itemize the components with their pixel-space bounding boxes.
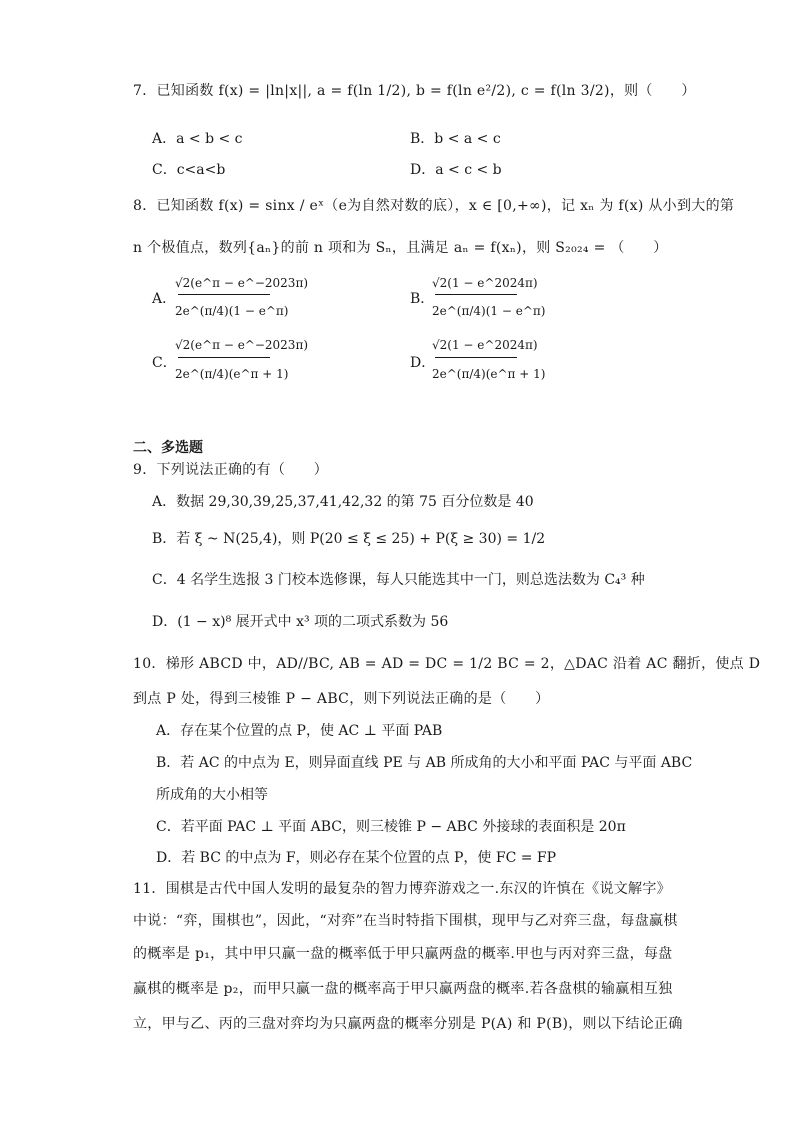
q8-stem-line1: 8．已知函数 f(x) = sinx / eˣ（e为自然对数的底），x ∈ [0,+∞)，记 xₙ 为 f(x) 从小到大的第 — [133, 198, 735, 214]
q8-option-b-denominator: 2e^(π/4)(1 − e^π) — [432, 304, 546, 318]
q8-option-a-label: A． — [152, 291, 177, 307]
q10-stem-line2: 到点 P 处，得到三棱锥 P − ABC，则下列说法正确的是（ ） — [133, 691, 550, 707]
q8-option-c-label: C． — [152, 355, 177, 371]
q11-line-2: 中说：“弈，围棋也”，因此，“对弈”在当时特指下围棋，现甲与乙对弈三盘，每盘赢棋 — [133, 913, 678, 929]
q7-option-a: A．a < b < c — [152, 131, 243, 147]
q7-stem: 7．已知函数 f(x) = |ln|x||, a = f(ln 1/2), b = f(ln e²/2), c = f(ln 3/2)，则（ ） — [133, 83, 696, 99]
q9-option-d: D．(1 − x)⁸ 展开式中 x³ 项的二项式系数为 56 — [152, 614, 449, 630]
q7-option-d: D．a < c < b — [410, 162, 502, 178]
q10-option-d: D．若 BC 的中点为 F，则必存在某个位置的点 P，使 FC = FP — [156, 850, 557, 866]
q8-option-b-label: B． — [410, 291, 435, 307]
q8-option-c-denominator: 2e^(π/4)(e^π + 1) — [175, 367, 289, 381]
q8-option-a-numerator: √2(e^π − e^−2023π) — [175, 276, 309, 290]
q8-option-b-numerator: √2(1 − e^2024π) — [432, 276, 538, 290]
q11-line-5: 立，甲与乙、丙的三盘对弈均为只赢两盘的概率分别是 P(A) 和 P(B)，则以下结论正确 — [133, 1016, 683, 1032]
q11-line-4: 赢棋的概率是 p₂，而甲只赢一盘的概率高于甲只赢两盘的概率.若各盘棋的输赢相互独 — [133, 981, 673, 997]
q7-option-b: B．b < a < c — [410, 131, 501, 147]
q10-option-a: A．存在某个位置的点 P，使 AC ⊥ 平面 PAB — [156, 723, 443, 739]
section-heading-multiple-choice: 二、多选题 — [133, 440, 203, 456]
q11-line-1: 11．围棋是古代中国人发明的最复杂的智力博弈游戏之一.东汉的许慎在《说文解字》 — [133, 881, 671, 897]
q10-option-c: C．若平面 PAC ⊥ 平面 ABC，则三棱锥 P − ABC 外接球的表面积是 20π — [156, 819, 626, 835]
q8-option-a-denominator: 2e^(π/4)(1 − e^π) — [175, 304, 289, 318]
q8-option-b-fraction-bar — [435, 294, 517, 295]
q9-option-b: B．若 ξ ~ N(25,4)，则 P(20 ≤ ξ ≤ 25) + P(ξ ≥ 30) = 1/2 — [152, 531, 546, 547]
q8-option-d-label: D． — [410, 355, 436, 371]
q8-option-a-fraction-bar — [178, 294, 270, 295]
q8-stem-line2: n 个极值点，数列{aₙ}的前 n 项和为 Sₙ，且满足 aₙ = f(xₙ)，则 S₂₀₂₄ = （ ） — [133, 240, 668, 256]
q10-option-b-line1: B．若 AC 的中点为 E，则异面直线 PE 与 AB 所成角的大小和平面 PAC 与平面 ABC — [156, 755, 693, 771]
q8-option-d-denominator: 2e^(π/4)(e^π + 1) — [432, 367, 546, 381]
q8-option-c-numerator: √2(e^π − e^−2023π) — [175, 338, 309, 352]
q7-option-c: C．c<a<b — [152, 162, 226, 178]
q8-option-d-fraction-bar — [435, 357, 517, 358]
q9-option-c: C．4 名学生选报 3 门校本选修课，每人只能选其中一门，则总选法数为 C₄³ 种 — [152, 572, 645, 588]
q10-option-b-line2: 所成角的大小相等 — [156, 787, 268, 803]
q10-stem-line1: 10．梯形 ABCD 中，AD//BC, AB = AD = DC = 1/2 BC = 2，△DAC 沿着 AC 翻折，使点 D — [133, 656, 761, 672]
q9-option-a: A．数据 29,30,39,25,37,41,42,32 的第 75 百分位数是 40 — [152, 494, 534, 510]
q8-option-d-numerator: √2(1 − e^2024π) — [432, 338, 538, 352]
q8-option-c-fraction-bar — [178, 357, 270, 358]
q9-stem: 9．下列说法正确的有（ ） — [133, 462, 329, 478]
q11-line-3: 的概率是 p₁，其中甲只赢一盘的概率低于甲只赢两盘的概率.甲也与丙对弈三盘，每盘 — [133, 946, 673, 962]
